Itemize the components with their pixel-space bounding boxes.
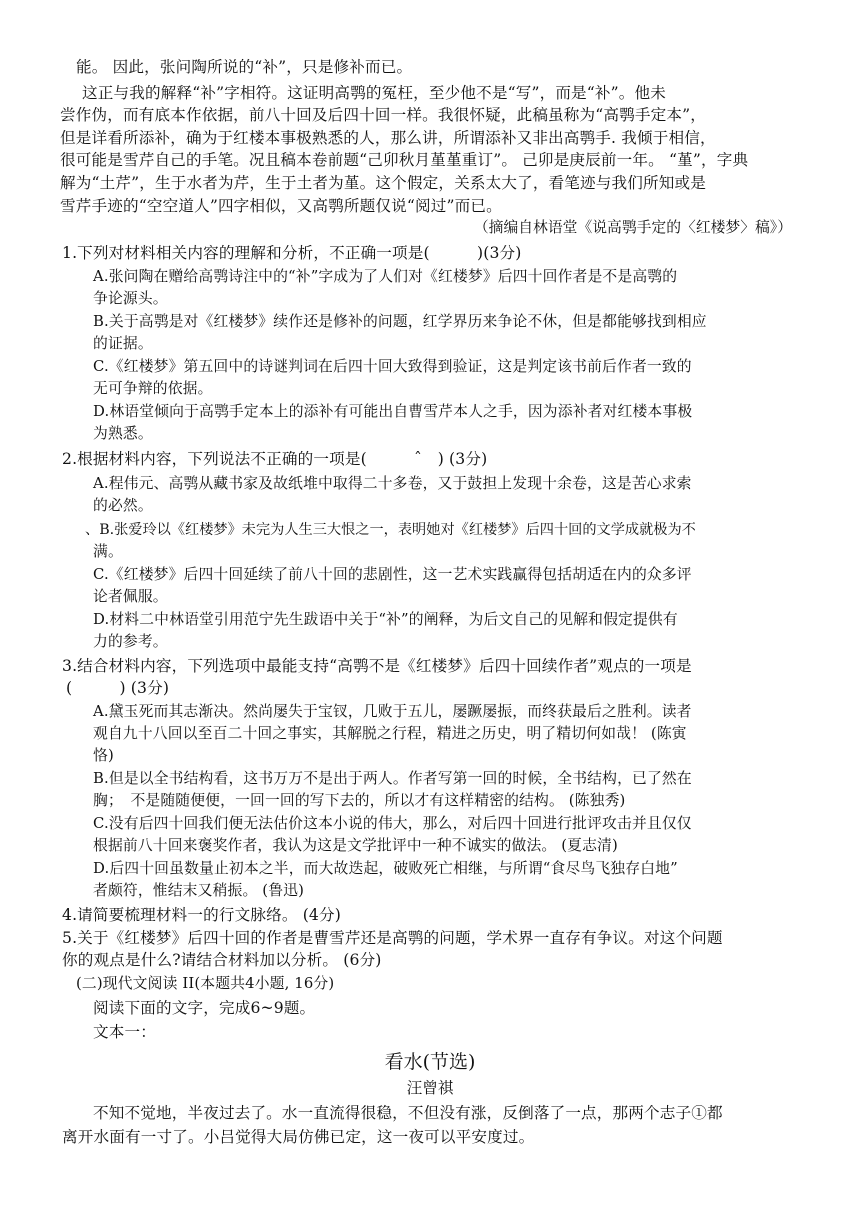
- q2-option-c-cont: 论者佩服。: [93, 588, 168, 605]
- q2-option-d: D.材料二中林语堂引用范宁先生跋语中关于“补”的阐释，为后文自己的见解和假定提供有: [93, 611, 678, 628]
- q1-option-c: C.《红楼梦》第五回中的诗谜判词在后四十回大致得到验证，这是判定该书前后作者一致的: [93, 358, 692, 375]
- q3-option-b: B.但是以全书结构看，这书万万不是出于两人。作者写第一回的时候，全书结构，已了然在: [93, 770, 692, 787]
- source-citation: （摘编自林语堂《说高鹗手定的〈红楼梦〉稿》）: [473, 219, 792, 236]
- section-heading: (二)现代文阅读 II(本题共4小题, 16分): [76, 975, 335, 992]
- q1-option-c-cont: 无可争辩的依据。: [93, 380, 213, 397]
- q1-option-d-cont: 为熟悉。: [93, 425, 153, 442]
- article-title: 看水(节选): [384, 1051, 476, 1073]
- q1-option-a: A.张问陶在赠给高鹗诗注中的“补”字成为了人们对《红楼梦》后四十回作者是不是高鹗的: [93, 268, 678, 285]
- q2-option-b-cont: 满。: [93, 543, 123, 560]
- intro-line: 但是详看所添补，确为于红楼本事极熟悉的人，那么讲，所谓添补又非出高鹗手. 我倾于相信，: [60, 129, 716, 147]
- q3-option-d: D.后四十回虽数量止初本之半，而大故迭起，破败死亡相继，与所谓“食尽鸟飞独存白地”: [93, 860, 678, 877]
- question-2-stem: 2.根据材料内容，下列说法不正确的一项是( ˆ ) (3分): [62, 450, 488, 468]
- question-5-stem-cont: 你的观点是什么?请结合材料加以分析。 (6分): [62, 951, 382, 969]
- question-5-stem: 5.关于《红楼梦》后四十回的作者是曹雪芹还是高鹗的问题，学术界一直存有争议。对这个问题: [62, 929, 723, 947]
- article-body-line: 不知不觉地，半夜过去了。水一直流得很稳，不但没有涨，反倒落了一点，那两个志子①都: [93, 1104, 723, 1122]
- article-body-line: 离开水面有一寸了。小吕觉得大局仿佛已定，这一夜可以平安度过。: [62, 1128, 535, 1146]
- q1-option-b-cont: 的证据。: [93, 335, 153, 352]
- q3-option-d-cont: 者颇符，惟结末又稍振。 (鲁迅): [93, 882, 305, 899]
- q3-option-a-cont: 恪): [93, 747, 114, 764]
- q2-option-a: A.程伟元、高鹗从藏书家及故纸堆中取得二十多卷，又于鼓担上发现十余卷，这是苦心求索: [93, 475, 692, 492]
- q3-option-a-cont: 观自九十八回以至百二十回之事实，其解脱之行程，精进之历史，明了精切何如哉！ (陈寅: [93, 725, 687, 742]
- q3-option-a: A.黛玉死而其志渐决。然尚屡失于宝钗，几败于五儿，屡蹶屡振，而终获最后之胜利。读者: [93, 703, 692, 720]
- question-3-stem: 3.结合材料内容，下列选项中最能支持“高鹗不是《红楼梦》后四十回续作者”观点的一项是: [62, 657, 692, 675]
- q1-option-b: B.关于高鹗是对《红楼梦》续作还是修补的问题，红学界历来争论不休，但是都能够找到相应: [93, 313, 707, 330]
- intro-line: 很可能是雪芹自己的手笔。况且稿本卷前题“己卯秋月堇堇重订”。 己卯是庚辰前一年。 “堇”，字典: [60, 151, 749, 169]
- intro-line: 解为“土芹”，生于水者为芹，生于土者为堇。这个假定，关系太大了，看笔迹与我们所知或是: [60, 174, 706, 192]
- q2-option-d-cont: 力的参考。: [93, 633, 168, 650]
- intro-line: 尝作伪，而有底本作依据，前八十回及后四十回一样。我很怀疑，此稿虽称为“高鹗手定本”，: [60, 106, 706, 124]
- section-instruction: 阅读下面的文字，完成6~9题。: [93, 999, 316, 1017]
- q3-option-c-cont: 根据前八十回来褒奖作者，我认为这是文学批评中一种不诚实的做法。 (夏志清): [93, 837, 618, 854]
- q1-option-a-cont: 争论源头。: [93, 290, 168, 307]
- intro-line: 雪芹手迹的“空空道人”四字相似，又高鹗所题仅说“阅过”而已。: [60, 197, 502, 215]
- intro-line: 这正与我的解释“补”字相符。这证明高鹗的冤枉，至少他不是“写”，而是“补”。他未: [82, 84, 667, 102]
- q3-option-b-cont: 胸； 不是随随便便，一回一回的写下去的，所以才有这样精密的结构。 (陈独秀): [93, 792, 626, 809]
- text-label: 文本一：: [93, 1023, 156, 1041]
- article-author: 汪曾祺: [406, 1079, 454, 1097]
- q2-option-a-cont: 的必然。: [93, 497, 153, 514]
- question-1-stem: 1.下列对材料相关内容的理解和分析，不正确一项是( )(3分): [62, 244, 522, 262]
- question-4-stem: 4.请简要梳理材料一的行文脉络。 (4分): [62, 906, 341, 924]
- question-3-stem-cont: ( ) (3分): [66, 679, 170, 697]
- q1-option-d: D.林语堂倾向于高鹗手定本上的添补有可能出自曹雪芹本人之手，因为添补者对红楼本事极: [93, 403, 693, 420]
- q2-option-c: C.《红楼梦》后四十回延续了前八十回的悲剧性，这一艺术实践赢得包括胡适在内的众多评: [93, 566, 692, 583]
- q3-option-c: C.没有后四十回我们便无法估价这本小说的伟大，那么，对后四十回进行批评攻击并且仅仅: [93, 815, 692, 832]
- intro-line: 能。 因此，张问陶所说的“补”，只是修补而已。: [76, 58, 413, 76]
- q2-option-b: 、B.张爱玲以《红楼梦》未完为人生三大恨之一，表明她对《红楼梦》后四十回的文学成就极为不: [85, 522, 696, 538]
